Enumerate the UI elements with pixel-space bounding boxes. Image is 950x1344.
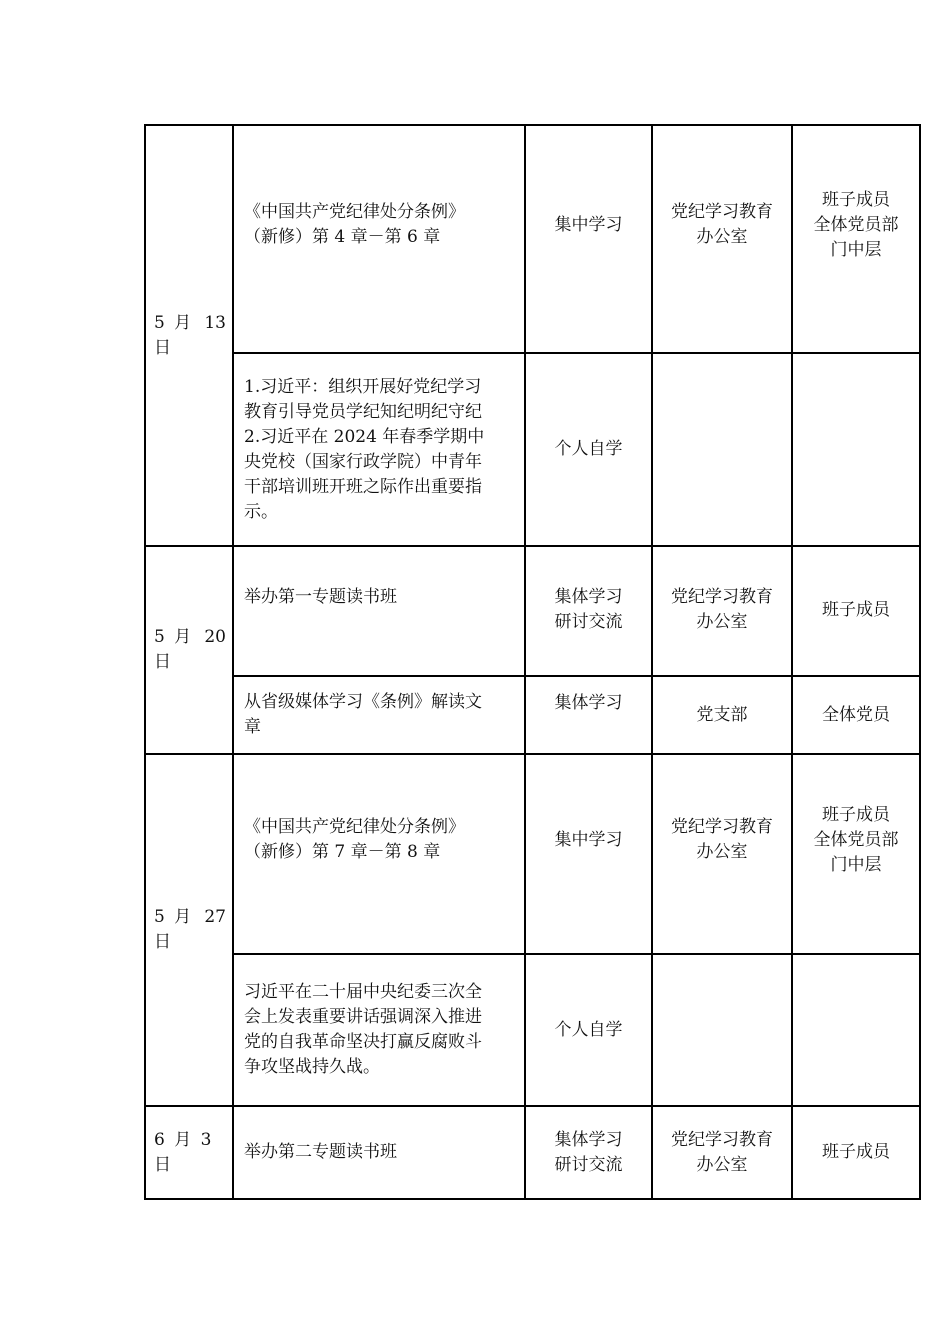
participants-cell [792,954,920,1106]
content-line: 《中国共产党纪律处分条例》 [244,817,465,837]
organizer-cell [652,546,792,676]
content-line: 习近平在二十届中央纪委三次全 [244,982,482,1002]
table-row [145,353,920,546]
study-schedule-table [144,124,921,1200]
participants-cell [792,546,920,676]
date-cell: 6 月 3 日 [145,1106,233,1199]
form-cell [525,1106,652,1199]
organizer-cell [652,754,792,954]
content-line: 示。 [244,501,278,522]
organizer-line: 办公室 [696,227,748,247]
content-line: 1.习近平：组织开展好党纪学习 [244,376,482,397]
organizer-cell [652,1106,792,1199]
content-cell [233,125,525,353]
participants-line: 门中层 [830,239,882,260]
content-line: 举办第二专题读书班 [244,1142,397,1162]
participants-line: 班子成员 [822,599,890,620]
date-cell: 5 月 27 日 [145,754,233,1106]
content-line: （新修）第 4 章－第 6 章 [244,227,441,247]
organizer-line: 办公室 [696,612,748,632]
content-cell [233,546,525,676]
form-cell [525,754,652,954]
content-line: 章 [244,717,261,737]
content-line: 争攻坚战持久战。 [244,1057,380,1077]
content-cell [233,954,525,1106]
form-line: 集中学习 [554,829,623,850]
participants-line: 全体党员部 [813,829,899,850]
date-cell: 5 月 13 日 [145,125,233,546]
content-line: 央党校（国家行政学院）中青年 [244,451,482,472]
table-row [145,676,920,754]
form-line: 研讨交流 [554,612,623,632]
participants-line: 班子成员 [822,1142,890,1162]
table-row [145,954,920,1106]
participants-cell [792,754,920,954]
organizer-line: 党支部 [696,704,748,725]
form-cell [525,954,652,1106]
form-cell [525,546,652,676]
form-cell [525,353,652,546]
table-row [145,125,920,353]
date-cell: 5 月 20 日 [145,546,233,754]
participants-cell [792,353,920,546]
participants-cell [792,125,920,353]
table-row [145,546,920,676]
organizer-line: 办公室 [696,842,748,862]
participants-cell [792,1106,920,1199]
organizer-cell [652,954,792,1106]
participants-line: 门中层 [830,854,882,875]
participants-line: 班子成员 [822,804,890,825]
participants-line: 全体党员部 [813,214,899,235]
content-line: 举办第一专题读书班 [244,586,397,607]
content-line: 党的自我革命坚决打赢反腐败斗 [244,1032,482,1052]
form-line: 集体学习 [554,587,623,607]
organizer-line: 党纪学习教育 [671,202,773,222]
content-line: 《中国共产党纪律处分条例》 [244,202,465,222]
participants-line: 全体党员 [822,704,890,725]
organizer-cell [652,353,792,546]
content-cell [233,754,525,954]
content-line: 教育引导党员学纪知纪明纪守纪 [244,401,482,422]
content-line: 干部培训班开班之际作出重要指 [244,476,482,497]
content-cell [233,676,525,754]
organizer-cell [652,676,792,754]
content-line: 会上发表重要讲话强调深入推进 [244,1007,482,1027]
table-row [145,1106,920,1199]
content-cell [233,1106,525,1199]
content-line: 2.习近平在 2024 年春季学期中 [244,426,485,447]
organizer-line: 党纪学习教育 [671,587,773,607]
form-line: 个人自学 [554,1019,623,1040]
table-row [145,754,920,954]
form-line: 个人自学 [554,439,623,459]
content-line: 从省级媒体学习《条例》解读文 [244,692,482,712]
form-line: 集中学习 [554,214,623,235]
organizer-line: 党纪学习教育 [671,1129,773,1150]
organizer-cell [652,125,792,353]
participants-line: 班子成员 [822,189,890,210]
form-line: 集体学习 [554,692,623,713]
organizer-line: 党纪学习教育 [671,817,773,837]
organizer-line: 办公室 [696,1154,748,1175]
form-cell [525,676,652,754]
content-line: （新修）第 7 章－第 8 章 [244,842,441,862]
form-cell [525,125,652,353]
participants-cell [792,676,920,754]
form-line: 集体学习 [554,1129,623,1150]
form-line: 研讨交流 [554,1154,623,1175]
content-cell [233,353,525,546]
